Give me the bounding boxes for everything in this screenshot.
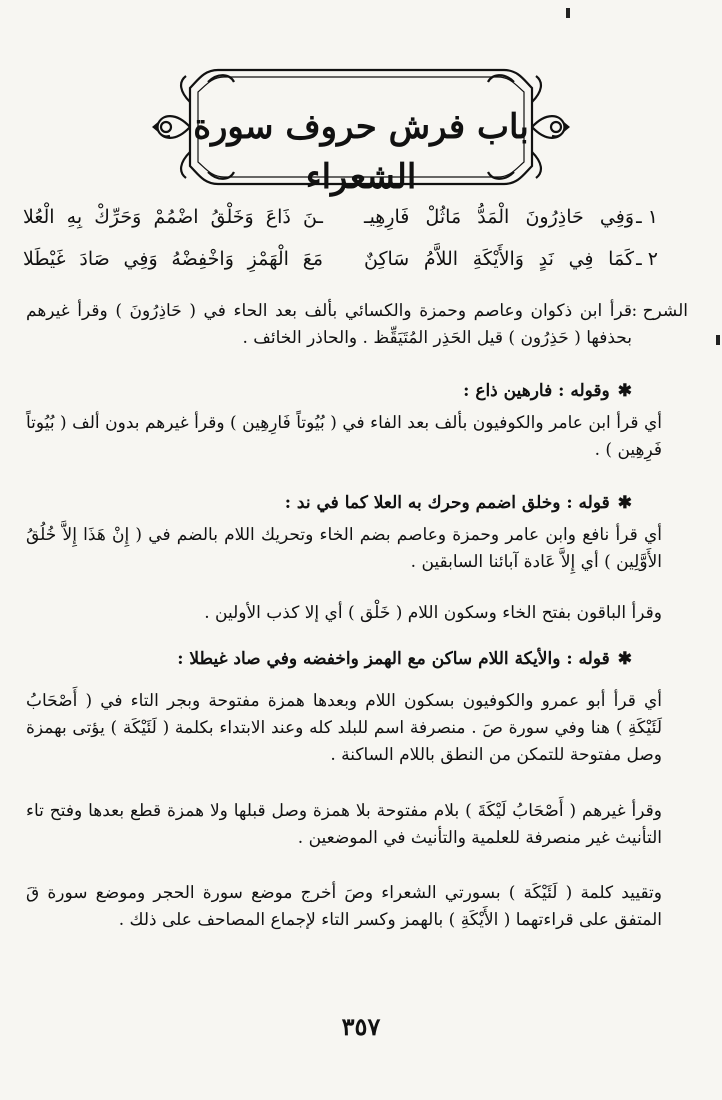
verse-line xyxy=(24,200,658,234)
verse-number: ٢ ـ xyxy=(636,248,658,270)
section-paragraph: وتقييد كلمة ( لَئَيْكَة ) بسورتي الشعراء وصَ أخرج موضع سورة الحجر وموضع سورة قَ المتفق على قراءتهما ( الأَيْكَةِ ) بالهمز وكسر التاء لإجماع المصاحف على ذلك . xyxy=(26,883,662,930)
chapter-title-frame xyxy=(148,62,574,197)
section-paragraph: أي قرأ أبو عمرو والكوفيون بسكون اللام وبعدها همزة مفتوحة وبجر التاء في ( أَصْحَابُ لَئَيْكَةِ ) هنا وفي سورة صَ . منصرفة اسم للبلد كله وعند الابتداء بكلمة ( لَئَيْكَة ) يؤتى بهمزة وصل مفتوحة للتمكن من النطق باللام الساكنة . xyxy=(26,691,662,765)
asterisk-icon: ✱ xyxy=(617,381,632,401)
section-paragraph: أي قرأ ابن عامر والكوفيون بألف بعد الفاء في ( بُيُوتاً فَارِهِين ) وقرأ غيرهم بدون ألف ( بُيُوتاً فَرِهِين ) . xyxy=(26,413,662,460)
margin-mark xyxy=(566,8,570,18)
margin-mark xyxy=(716,335,720,345)
commentary-intro: قرأ ابن ذكوان وعاصم وحمزة والكسائي بألف بعد الحاء في ( حَاذِرُونَ ) وقرأ غيرهم بحذفها ( حَذِرُون ) قيل الحَذِر المُتَيَقِّظ . والحاذر الخائف . xyxy=(26,301,632,348)
section-heading: ✱قوله : وخلق اضمم وحرك به العلا كما في ند : xyxy=(284,493,632,513)
verse-line xyxy=(24,242,658,276)
asterisk-icon: ✱ xyxy=(617,493,632,513)
section-paragraph: وقرأ الباقون بفتح الخاء وسكون اللام ( خَلْق ) أي إلا كذب الأولين . xyxy=(204,603,662,623)
first-hemistich: وَفِي حَاذِرُونَ الْمَدُّ مَاثُلْ فَارِهِيـ xyxy=(364,206,634,228)
first-hemistich: كَمَا فِي نَدٍ وَالأَيْكَةِ اللاَّمُ سَاكِنٌ xyxy=(364,248,634,270)
second-hemistich: ـنَ ذَاعَ وَخَلْقُ اضْمُمْ وَحَرِّكْ بِهِ الْعُلا xyxy=(23,206,323,228)
section-heading: ✱قوله : والأيكة اللام ساكن مع الهمز واخفضه وفي صاد غيطلا : xyxy=(177,649,632,669)
commentary-label: الشرح : xyxy=(631,301,688,321)
chapter-title: باب فرش حروف سورة الشعراء xyxy=(193,107,529,197)
page-number: ٣٥٧ xyxy=(341,1012,381,1041)
asterisk-icon: ✱ xyxy=(617,649,632,669)
verse-number: ١ ـ xyxy=(636,206,658,228)
section-heading: ✱وقوله : فارهين ذاع : xyxy=(463,381,632,401)
section-paragraph: وقرأ غيرهم ( أَصْحَابُ لَيْكَةَ ) بلام مفتوحة بلا همزة وصل قبلها ولا همزة قطع بعدها وفتح تاء التأنيث غير منصرفة للعلمية والتأنيث في الموضعين . xyxy=(26,801,662,848)
section-paragraph: أي قرأ نافع وابن عامر وحمزة وعاصم بضم الخاء وتحريك اللام بالضم في ( إِنْ هَذَا إِلاَّ خُلُقُ الأَوَّلِين ) أي إِلاَّ عَادة آبائنا السابقين . xyxy=(26,525,662,572)
second-hemistich: مَعَ الْهَمْزِ وَاخْفِضْهُ وَفِي صَادَ غَيْطَلا xyxy=(23,248,323,270)
